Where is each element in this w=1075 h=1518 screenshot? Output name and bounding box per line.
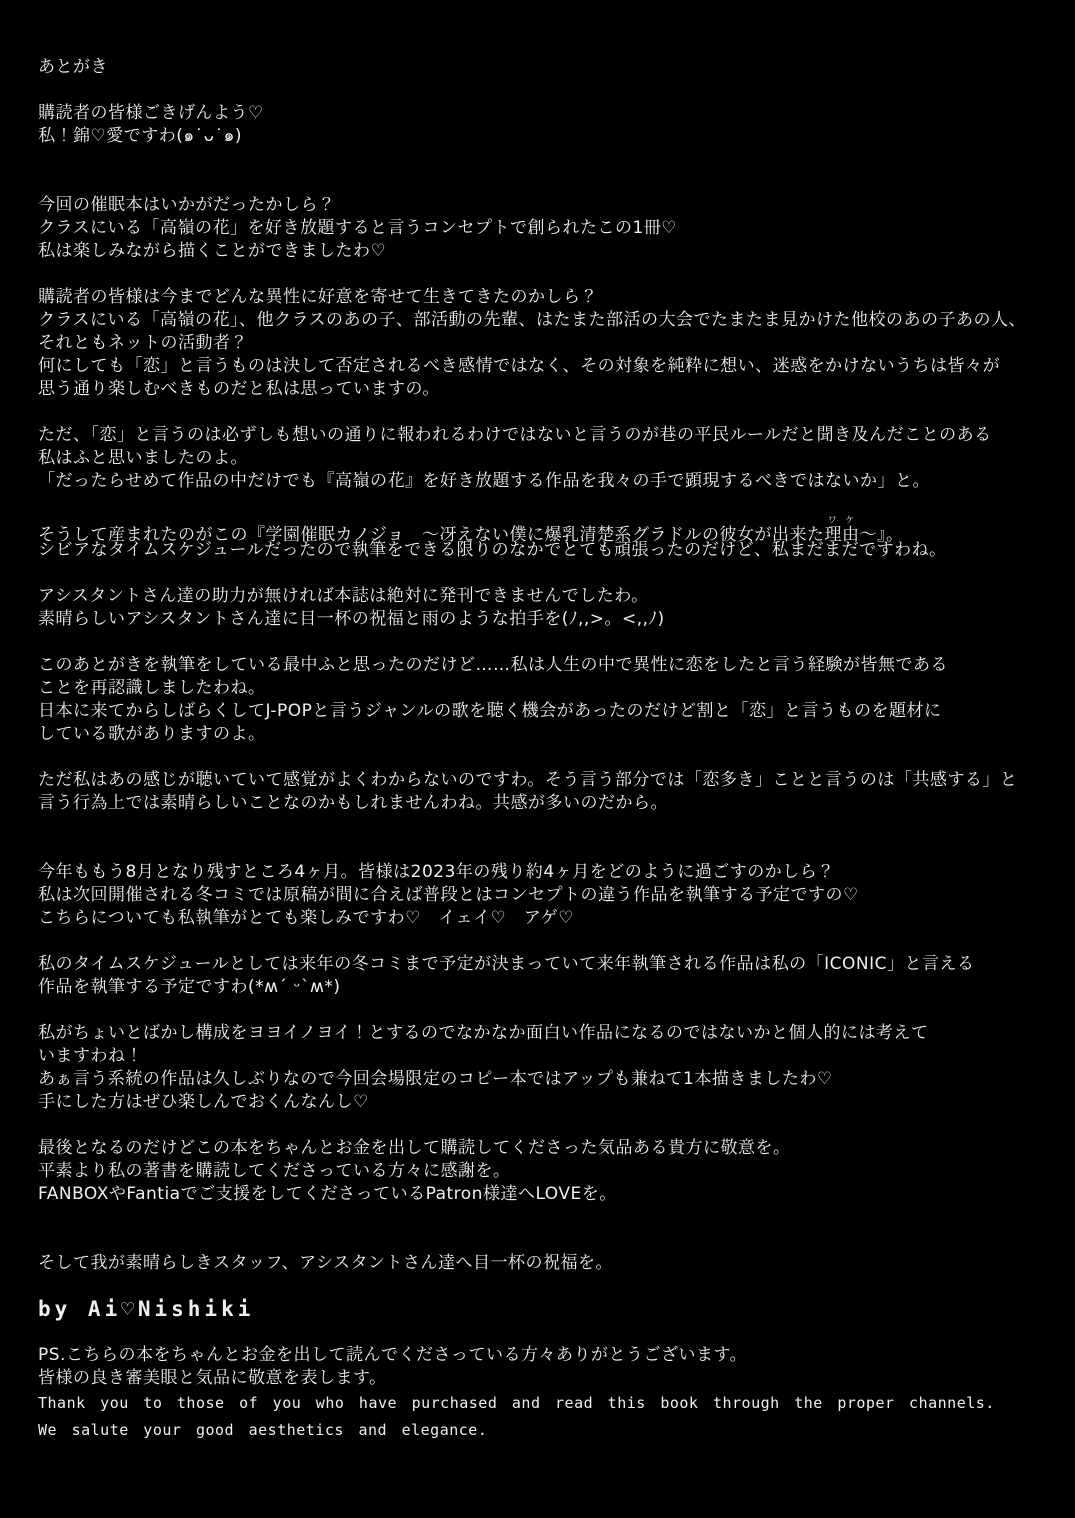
blank-line (38, 815, 1059, 838)
text-line: あぁ言う系統の作品は久しぶりなので今回会場限定のコピー本ではアップも兼ねて1本描きましたわ♡ (38, 1069, 833, 1089)
text-line: 私のタイムスケジュールとしては来年の冬コミまで予定が決まっていて来年執筆される作品は私の「ICONIC」と言える (38, 954, 975, 974)
blank-line (38, 493, 1059, 516)
blank-line (38, 148, 1059, 171)
text-line: 私はふと思いましたのよ。 (38, 448, 248, 468)
text-line: アシスタントさん達の助力が無ければ本誌は絶対に発刊できませんでしたわ。 (38, 586, 649, 606)
text-line: ことを再認識しましたわね。 (38, 678, 266, 698)
text-line: 私！錦♡愛ですわ(๑˙ᴗ˙๑) (38, 126, 242, 146)
text-line: 今年ももう8月となり残すところ4ヶ月。皆様は2023年の残り約4ヶ月をどのように過ごすのかしら？ (38, 862, 835, 882)
afterword-body (38, 56, 1059, 1444)
text-line: 作品を執筆する予定ですわ(*ʍ´ ᵕ`ʍ*) (38, 977, 341, 997)
text-line: 購読者の皆様ごきげんよう♡ (38, 103, 264, 123)
text-line: We salute your good aesthetics and elegance. (38, 1421, 488, 1439)
text-line: シビアなタイムスケジュールだったので執筆をできる限りのなかでとても頑張ったのだけど、私まだまだですわね。 (38, 540, 947, 560)
text-line: 日本に来てからしばらくしてJ-POPと言うジャンルの歌を聴く機会があったのだけど割と「恋」と言うものを題材に (38, 701, 942, 721)
text-line: 皆様の良き審美眼と気品に敬意を表します。 (38, 1368, 387, 1388)
blank-line (38, 401, 1059, 424)
text-line: それともネットの活動者？ (38, 333, 248, 353)
text-line: 私は楽しみながら描くことができましたわ♡ (38, 241, 387, 261)
blank-line (38, 1114, 1059, 1137)
text-line: PS.こちらの本をちゃんとお金を出して読んでくださっている方々ありがとうございます。 (38, 1345, 748, 1365)
text-line: 思う通り楽しむべきものだと私は思っていますの。 (38, 379, 440, 399)
text-line: 「だったらせめて作品の中だけでも『高嶺の花』を好き放題する作品を我々の手で顕現するべきではないか」と。 (38, 471, 930, 491)
text-line: ただ、「恋」と言うのは必ずしも想いの通りに報われるわけではないと言うのが巷の平民ルールだと聞き及んだことのある (38, 425, 992, 445)
text-line: クラスにいる「高嶺の花」を好き放題すると言うコンセプトで創られたこの1冊♡ (38, 218, 678, 238)
blank-line (38, 999, 1059, 1022)
blank-line (38, 838, 1059, 861)
text-line: Thank you to those of you who have purchased and read this book through the proper channels. (38, 1394, 995, 1412)
page-heading: あとがき (38, 57, 108, 77)
text-line: そして我が素晴らしきスタッフ、アシスタントさん達へ目一杯の祝福を。 (38, 1253, 613, 1273)
text-line: 平素より私の著書を購読してくださっている方々に感謝を。 (38, 1161, 511, 1181)
text-line: 今回の催眠本はいかがだったかしら？ (38, 195, 336, 215)
text-line: クラスにいる「高嶺の花」、他クラスのあの子、部活動の先輩、はたまた部活の大会でたまたま見かけた他校のあの子あの人、 (38, 310, 1026, 330)
text-line: こちらについても私執筆がとても楽しみですわ♡ イェイ♡ アゲ♡ (38, 908, 574, 928)
blank-line (38, 1206, 1059, 1229)
blank-line (38, 171, 1059, 194)
blank-line (38, 79, 1059, 102)
ruby-annotation: 理由ワケ (824, 516, 860, 545)
blank-line (38, 1275, 1059, 1298)
text-line: 素晴らしいアシスタントさん達に目一杯の祝福と雨のような拍手を(ﾉ,,>。<,,ﾉ) (38, 609, 665, 629)
text-line: 購読者の皆様は今までどんな異性に好意を寄せて生きてきたのかしら？ (38, 287, 598, 307)
blank-line (38, 1229, 1059, 1252)
text-line: FANBOXやFantiaでご支援をしてくださっているPatron様達へLOVEを。 (38, 1184, 617, 1204)
text-line: 何にしても「恋」と言うものは決して否定されるべき感情ではなく、その対象を純粋に想い、迷惑をかけないうちは皆々が (38, 356, 1001, 376)
text-line: している歌がありますのよ。 (38, 724, 266, 744)
blank-line (38, 746, 1059, 769)
blank-line (38, 631, 1059, 654)
text-line: 最後となるのだけどこの本をちゃんとお金を出して購読してくださった気品ある貴方に敬意を。 (38, 1138, 791, 1158)
text-line: このあとがきを執筆をしている最中ふと思ったのだけど……私は人生の中で異性に恋をしたと言う経験が皆無である (38, 655, 948, 675)
text-line: 私は次回開催される冬コミでは原稿が間に合えば普段とはコンセプトの違う作品を執筆する予定ですの♡ (38, 885, 859, 905)
text-line: 手にした方はぜひ楽しんでおくんなんし♡ (38, 1092, 369, 1112)
blank-line (38, 263, 1059, 286)
text-line: 言う行為上では素晴らしいことなのかもしれませんわね。共感が多いのだから。 (38, 793, 668, 813)
book-title-line: そうして産まれたのがこの『学園催眠カノジョ ～冴えない僕に爆乳清楚系グラドルの彼女が出来た理由ワケ～』。 (38, 516, 904, 545)
text-line: いますわね！ (38, 1046, 143, 1066)
blank-line (38, 1321, 1059, 1344)
text-line: 私がちょいとばかし構成をヨヨイノヨイ！とするのでなかなか面白い作品になるのではないかと個人的には考えて (38, 1023, 929, 1043)
text-line: ただ私はあの感じが聴いていて感覚がよくわからないのですわ。そう言う部分では「恋多き」ことと言うのは「共感する」と (38, 770, 1018, 790)
blank-line (38, 562, 1059, 585)
author-signature: by Ai♡Nishiki (38, 1297, 255, 1321)
blank-line (38, 930, 1059, 953)
